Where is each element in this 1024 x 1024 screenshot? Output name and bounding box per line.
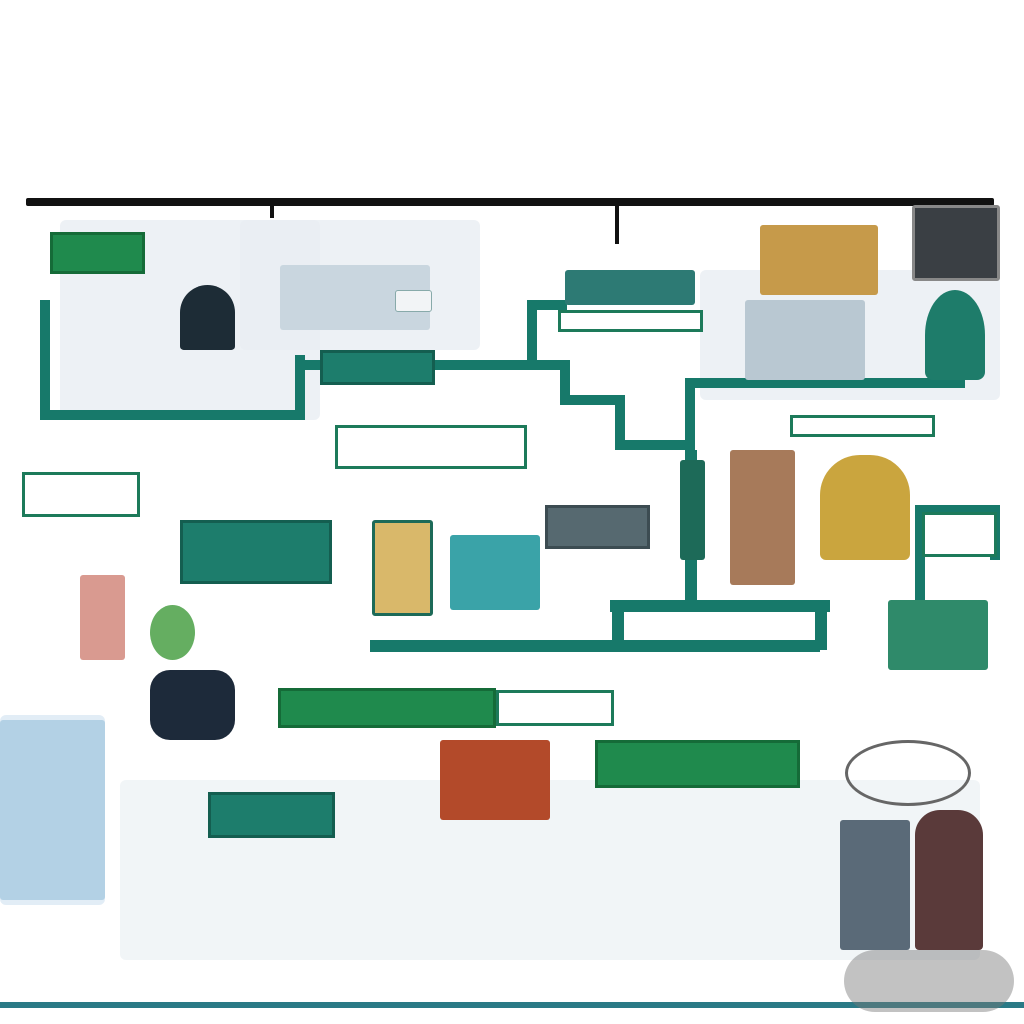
- label-box: [180, 520, 332, 584]
- shopfront-illustration: [440, 740, 550, 820]
- seated-person-illustration: [820, 455, 910, 560]
- person-figure-illustration: [180, 285, 235, 350]
- screen-illustration: [912, 205, 1000, 281]
- pipe-segment: [685, 380, 695, 450]
- pipe-segment: [610, 600, 830, 612]
- plant-illustration: [150, 605, 195, 660]
- pipe-segment: [40, 410, 305, 420]
- factory-illustration: [730, 450, 795, 585]
- pipe-segment: [527, 300, 567, 310]
- label-box: [496, 690, 614, 726]
- top-people-row: [0, 95, 1024, 195]
- sign-illustration: [395, 290, 432, 312]
- label-box: [545, 505, 650, 549]
- label-box: [790, 415, 935, 437]
- pipe-segment: [40, 300, 50, 420]
- pipe-segment: [560, 395, 620, 405]
- label-box: [558, 310, 703, 332]
- tree-illustration: [925, 290, 985, 380]
- person-illustration: [80, 575, 125, 660]
- pipe-segment: [527, 300, 537, 370]
- pipe-segment: [370, 640, 820, 652]
- label-box: [922, 512, 997, 557]
- label-box: [278, 688, 496, 728]
- bicycle-illustration: [845, 740, 971, 806]
- boots-illustration: [150, 670, 235, 740]
- pipe-segment: [615, 440, 695, 450]
- tower-illustration: [680, 460, 705, 560]
- scene-illustration: [760, 225, 878, 295]
- label-box: [320, 350, 435, 385]
- ai-generated-watermark: [844, 950, 1014, 1012]
- connector-drop-left: [270, 204, 274, 218]
- machine-illustration: [450, 535, 540, 610]
- pipe-segment: [612, 600, 624, 645]
- cabinet-illustration: [888, 600, 988, 670]
- pipe-segment: [615, 395, 625, 445]
- cart-illustration: [372, 520, 433, 616]
- label-box: [22, 472, 140, 517]
- label-box: [335, 425, 527, 469]
- label-box: [50, 232, 145, 274]
- top-connector-line: [26, 198, 994, 206]
- building-illustration: [745, 300, 865, 380]
- label-box: [595, 740, 800, 788]
- pipe-segment: [560, 360, 570, 400]
- connector-drop-center: [615, 204, 619, 244]
- machine-illustration: [565, 270, 695, 305]
